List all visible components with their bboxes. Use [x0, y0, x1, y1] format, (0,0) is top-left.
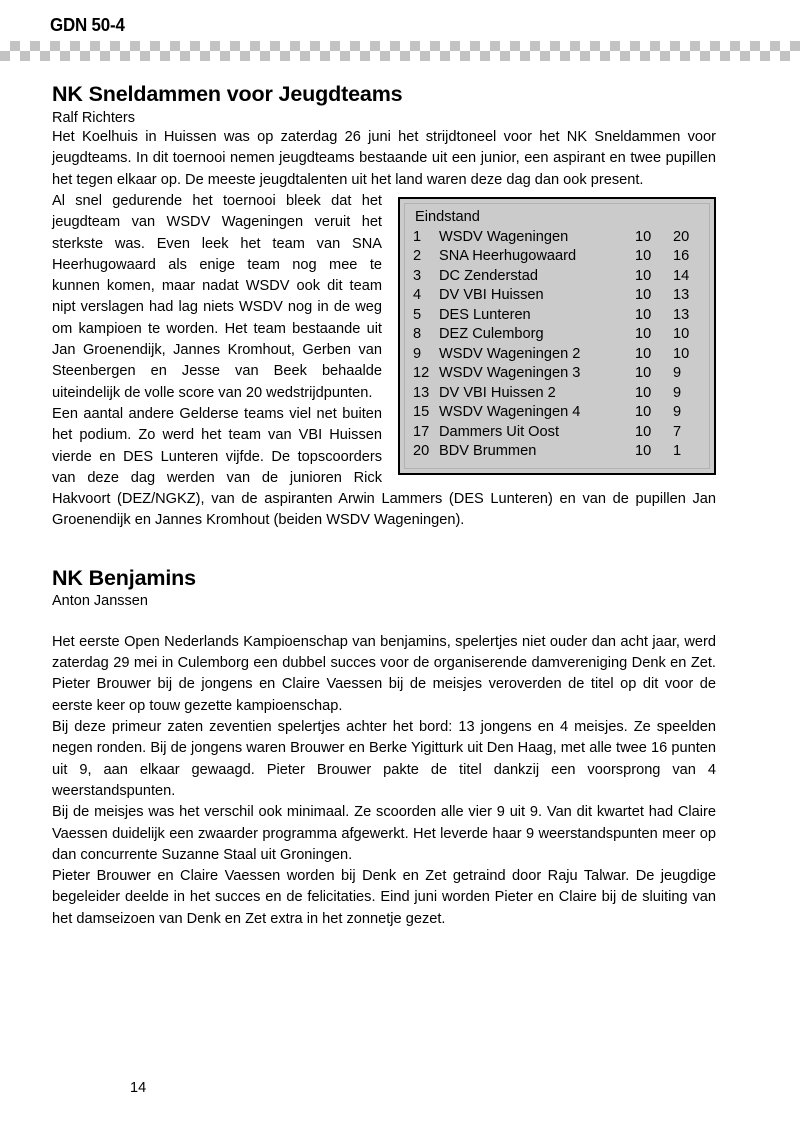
table-row	[413, 423, 701, 443]
table-row	[413, 306, 701, 326]
table-row	[413, 345, 701, 365]
standings-table	[413, 228, 701, 462]
table-row	[413, 286, 701, 306]
article-title: NK Benjamins	[52, 565, 196, 590]
row-games: 10	[635, 384, 652, 401]
table-row	[413, 247, 701, 267]
row-rank: 4	[413, 287, 422, 303]
row-points: 14	[673, 267, 690, 284]
row-team: WSDV Wageningen 2	[439, 345, 581, 362]
table-row	[413, 325, 701, 345]
row-team: BDV Brummen	[439, 443, 537, 459]
row-rank: 1	[413, 228, 422, 245]
row-points: 20	[673, 228, 690, 245]
article-closing-paragraph: Een aantal andere Gelderse teams viel net buiten het podium. Zo werd het team van VBI Huissen vierde en DES Lunteren vijfde. De topscoorders van deze dag werden van de junioren Rick Hakvoort (DEZ/NGKZ), van de aspiranten Arwin Lammers (DES Lunteren) en van de pupillen Jan Groenendijk en Jannes Kromhout (beiden WSDV Wageningen).	[52, 405, 716, 529]
row-rank: 3	[413, 267, 422, 284]
row-rank: 2	[413, 248, 422, 264]
table-row	[413, 442, 701, 462]
row-team: DV VBI Huissen	[439, 287, 544, 303]
row-points: 9	[673, 384, 682, 401]
table-row	[413, 267, 701, 287]
row-rank: 17	[413, 423, 430, 440]
row-games: 10	[635, 443, 652, 459]
row-points: 13	[673, 306, 690, 323]
row-games: 10	[635, 228, 652, 245]
row-team: SNA Heerhugowaard	[439, 248, 577, 264]
row-rank: 5	[413, 306, 422, 323]
standings-box	[398, 197, 716, 475]
row-points: 9	[673, 365, 682, 381]
row-rank: 20	[413, 443, 430, 459]
checkerboard-divider-band	[0, 41, 800, 61]
article-title: NK Sneldammen voor Jeugdteams	[52, 82, 403, 106]
row-team: WSDV Wageningen 3	[439, 365, 581, 381]
row-team: DC Zenderstad	[439, 267, 538, 284]
standings-table-body	[413, 228, 701, 462]
row-games: 10	[635, 248, 652, 264]
standings-box-inner	[404, 203, 710, 469]
article-intro-paragraph: Het Koelhuis in Huissen was op zaterdag 26 juni het strijdtoneel voor het NK Sneldammen voor jeugdteams. In dit toernooi nemen jeugdteams bestaande uit een junior, een aspirant en twee pupillen het tegen elkaar op. De meeste jeugdtalenten uit het land waren deze dag dan ook present.	[52, 129, 716, 188]
table-row	[413, 384, 701, 404]
issue-label: GDN 50-4	[50, 15, 125, 35]
article-byline: Anton Janssen	[52, 593, 148, 610]
row-points: 16	[673, 248, 690, 264]
row-games: 10	[635, 345, 652, 362]
body-paragraph: Pieter Brouwer en Claire Vaessen worden bij Denk en Zet getraind door Raju Talwar. De jeugdige begeleider deelde in het succes en de felicitaties. Eind juni worden Pieter en Claire bij de sluiting van het damseizoen van Denk en Zet extra in het zonnetje gezet.	[52, 868, 716, 927]
page-header	[0, 0, 800, 68]
article-nk-sneldammen-voor-jeugdteams	[52, 82, 716, 532]
row-rank: 15	[413, 404, 430, 420]
table-row	[413, 228, 701, 248]
row-points: 1	[673, 443, 682, 459]
row-points: 10	[673, 326, 690, 342]
row-games: 10	[635, 423, 652, 440]
row-team: DV VBI Huissen 2	[439, 384, 556, 401]
row-rank: 12	[413, 365, 430, 381]
article-nk-benjamins	[52, 566, 716, 930]
row-points: 7	[673, 423, 682, 440]
row-team: DEZ Culemborg	[439, 326, 544, 342]
row-points: 10	[673, 345, 690, 362]
row-points: 9	[673, 404, 682, 420]
page-number: 14	[130, 1080, 147, 1096]
row-games: 10	[635, 326, 652, 342]
body-paragraph: Het eerste Open Nederlands Kampioenschap van benjamins, spelertjes niet ouder dan acht jaar, werd zaterdag 29 mei in Culemborg een dubbel succes voor de organiserende damvereniging Denk en Zet. Pieter Brouwer bij de jongens en Claire Vaessen bij de meisjes veroverden de titel op dit voor de eerste keer op touw gezette kampioenschap.	[52, 633, 716, 714]
article-byline: Ralf Richters	[52, 109, 135, 126]
row-games: 10	[635, 365, 652, 381]
table-row	[413, 403, 701, 423]
table-row	[413, 364, 701, 384]
standings-caption: Eindstand	[415, 209, 480, 225]
article-body	[52, 632, 716, 930]
row-points: 13	[673, 287, 690, 303]
row-rank: 13	[413, 384, 430, 401]
article-wrap-paragraph: Al snel gedurende het toernooi bleek dat het jeugdteam van WSDV Wageningen veruit het sterkste was. Even leek het team van SNA Heerhugowaard als enige team nog mee te kunnen komen, maar nadat WSDV ook dit team nipt verslagen had lag niets WSDV nog in de weg om kampioen te worden. Het team bestaande uit Jan Groenendijk, Jannes Kromhout, Gerben van Steenbergen en Jesse van Beek behaalde uiteindelijk de volle score van 20 wedstrijdpunten.	[52, 193, 382, 401]
row-team: Dammers Uit Oost	[439, 423, 560, 440]
document-content	[52, 82, 716, 930]
row-team: WSDV Wageningen	[439, 228, 569, 245]
row-games: 10	[635, 267, 652, 284]
body-paragraph: Bij deze primeur zaten zeventien spelertjes achter het bord: 13 jongens en 4 meisjes. Ze speelden negen ronden. Bij de jongens waren Brouwer en Berke Yigitturk uit Den Haag, met alle twee 16 punten uit 9, aan elkaar gewaagd. Pieter Brouwer pakte de titel dankzij een voorsprong van 4 weerstandspunten.	[52, 719, 716, 799]
row-games: 10	[635, 287, 652, 303]
row-rank: 8	[413, 326, 422, 342]
row-team: WSDV Wageningen 4	[439, 404, 581, 420]
body-paragraph: Bij de meisjes was het verschil ook minimaal. Ze scoorden alle vier 9 uit 9. Van dit kwartet had Claire Vaessen duidelijk een zwaarder programma afgewerkt. Het leverde haar 9 weerstandspunten meer op dan concurrente Suzanne Staal uit Groningen.	[52, 804, 716, 863]
row-games: 10	[635, 306, 652, 323]
row-team: DES Lunteren	[439, 306, 531, 323]
row-games: 10	[635, 404, 652, 420]
row-rank: 9	[413, 345, 422, 362]
